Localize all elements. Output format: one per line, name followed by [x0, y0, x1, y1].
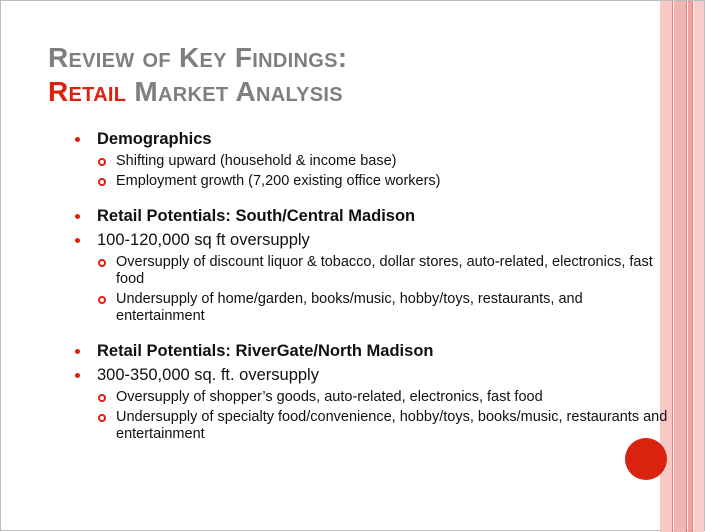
section-summary-south-central: 100-120,000 sq ft oversupply: [73, 230, 673, 251]
list-item: Undersupply of specialty food/convenience, hobby/toys, books/music, restaurants and entertainment: [73, 409, 673, 443]
slide-title: [48, 41, 347, 109]
spacer: [73, 328, 673, 341]
red-circle-decoration: [625, 438, 667, 480]
stripe: [694, 1, 704, 532]
section-heading-demographics: Demographics: [73, 129, 673, 150]
rivergate-bullets: [73, 389, 673, 443]
title-rest: Market Analysis: [126, 76, 343, 107]
list-item: Employment growth (7,200 existing office workers): [73, 173, 673, 190]
list-item: Undersupply of home/garden, books/music, hobby/toys, restaurants, and entertainment: [73, 291, 673, 325]
slide-content: [73, 129, 673, 446]
section-summary-rivergate: 300-350,000 sq. ft. oversupply: [73, 365, 673, 386]
list-item: Shifting upward (household & income base): [73, 153, 673, 170]
list-item: Oversupply of shopper’s goods, auto-related, electronics, fast food: [73, 389, 673, 406]
title-line-1: Review of Key Findings:: [48, 42, 348, 73]
demographics-bullets: [73, 153, 673, 190]
stripe-line: [692, 1, 693, 532]
south-central-bullets: [73, 254, 673, 325]
section-heading-south-central: Retail Potentials: South/Central Madison: [73, 206, 673, 227]
title-line-2: [48, 75, 347, 109]
spacer: [73, 193, 673, 206]
title-accent-word: Retail: [48, 76, 127, 107]
stripe-line: [686, 1, 687, 532]
list-item: Oversupply of discount liquor & tobacco, dollar stores, auto-related, electronics, fast food: [73, 254, 673, 288]
stripe: [674, 1, 686, 532]
section-heading-rivergate: Retail Potentials: RiverGate/North Madison: [73, 341, 673, 362]
